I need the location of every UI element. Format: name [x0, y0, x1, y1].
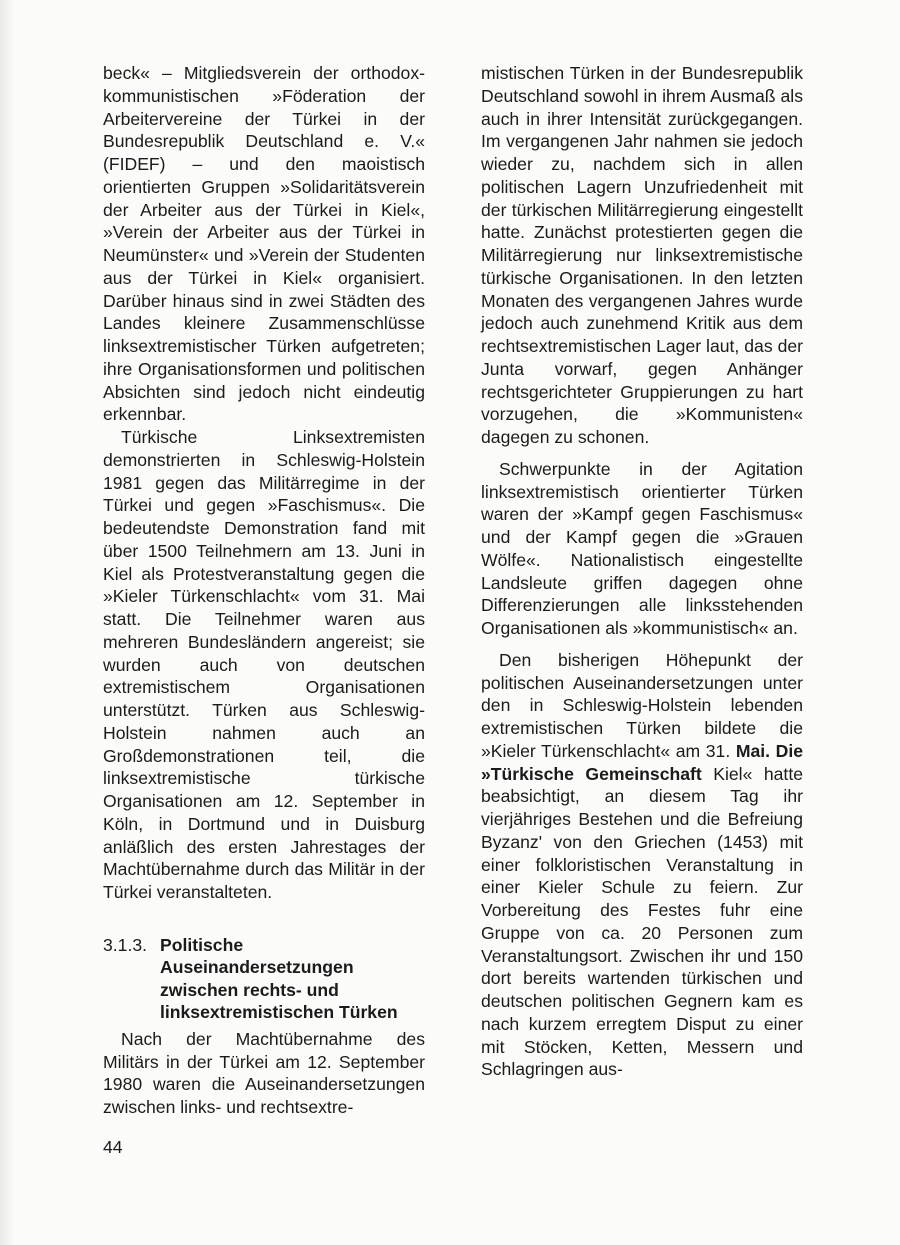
section-title-line: zwischen rechts- und	[160, 979, 339, 1000]
section-title	[160, 934, 398, 1024]
paragraph: mistischen Türken in der Bundesrepublik Deutschland sowohl in ihrem Ausmaß als auch in ihrer Intensität zurückgegangen. Im vergangenen Jahr nahmen sie jedoch wieder zu, nachdem sich in allen politischen Lagern Unzufriedenheit mit der türkischen Militärregierung eingestellt hatte. Zunächst protestierten gegen die Militärregierung nur linksextremistische türkische Organisationen. In den letzten Monaten des vergangenen Jahres wurde jedoch auch zunehmend Kritik aus dem rechtsextremistischen Lager laut, das der Junta vorwarf, gegen Anhänger rechtsgerichteter Gruppierungen zu hart vorzugehen, die »Kommunisten« dagegen zu schonen.	[481, 63, 803, 447]
right-column	[481, 62, 803, 1081]
left-column	[103, 62, 425, 1119]
bold-text: Mai. Die »Türkische Gemeinschaft	[481, 740, 804, 784]
section-heading	[103, 934, 425, 1024]
paragraph	[481, 649, 803, 1081]
paragraph-text: Kiel« hatte beabsichtigt, an diesem Tag ihr vierjähriges Bestehen und die Befreiung Byzanz' von den Griechen (1453) mit einer folkloristischen Veranstaltung in einer Kieler Schule zu feiern. Zur Vorbereitung des Festes fuhr eine Gruppe von ca. 20 Personen zum Veranstaltungsort. Zwischen ihr und 150 dort bereits wartenden türkischen und deutschen politischen Gegnern kam es nach kurzem erregtem Disput zu einer mit Stöcken, Ketten, Messern und Schlagringen aus-	[481, 763, 803, 1080]
section-title-line: Politische	[160, 934, 244, 955]
page-edge-shadow	[0, 0, 14, 1245]
section-title-line: linksextremistischen Türken	[160, 1002, 398, 1023]
section-title-line: Auseinandersetzungen	[160, 957, 354, 978]
paragraph: Türkische Linksextremisten demonstrierten in Schleswig-Holstein 1981 gegen das Militärregime in der Türkei und gegen »Faschismus«. Die bedeutendste Demonstration fand mit über 1500 Teilnehmern am 13. Juni in Kiel als Protestveranstaltung gegen die »Kieler Türkenschlacht« vom 31. Mai statt. Die Teilnehmer waren aus mehreren Bundesländern angereist; sie wurden auch von deutschen extremistischem Organisationen unterstützt. Türken aus Schleswig-Holstein nahmen auch an Großdemonstrationen teil, die linksextremistische türkische Organisationen am 12. September in Köln, in Dortmund und in Duisburg anläßlich des ersten Jahrestages der Machtübernahme durch das Militär in der Türkei veranstalteten.	[103, 427, 425, 902]
section-number: 3.1.3.	[103, 934, 148, 955]
paragraph: Schwerpunkte in der Agitation linksextremistisch orientierter Türken waren der »Kampf gegen Faschismus« und der Kampf gegen die »Grauen Wölfe«. Nationalistisch eingestellte Landsleute griffen dagegen ohne Differenzierungen alle linksstehenden Organisationen als »kommunistisch« an.	[481, 458, 803, 638]
paragraph: beck« – Mitgliedsverein der orthodox-kommunistischen »Föderation der Arbeitervereine der Türkei in der Bundesrepublik Deutschland e. V.« (FIDEF) – und den maoistisch orientierten Gruppen »Solidaritätsverein der Arbeiter aus der Türkei in Kiel«, »Verein der Arbeiter aus der Türkei in Neumünster« und »Verein der Studenten aus der Türkei in Kiel« organisiert. Darüber hinaus sind in zwei Städten des Landes kleinere Zusammenschlüsse linksextremistischer Türken aufgetreten; ihre Organisationsformen und politischen Absichten sind jedoch nicht eindeutig erkennbar.	[103, 63, 425, 425]
page-number: 44	[103, 1137, 123, 1157]
paragraph-text: Den bisherigen Höhepunkt der politischen Auseinandersetzungen unter den in Schleswig-Holstein lebenden extremistischen Türken bildete die »Kieler Türkenschlacht« am 31.	[481, 649, 803, 761]
paragraph: Nach der Machtübernahme des Militärs in der Türkei am 12. September 1980 waren die Auseinandersetzungen zwischen links- und rechtsextre-	[103, 1028, 425, 1117]
